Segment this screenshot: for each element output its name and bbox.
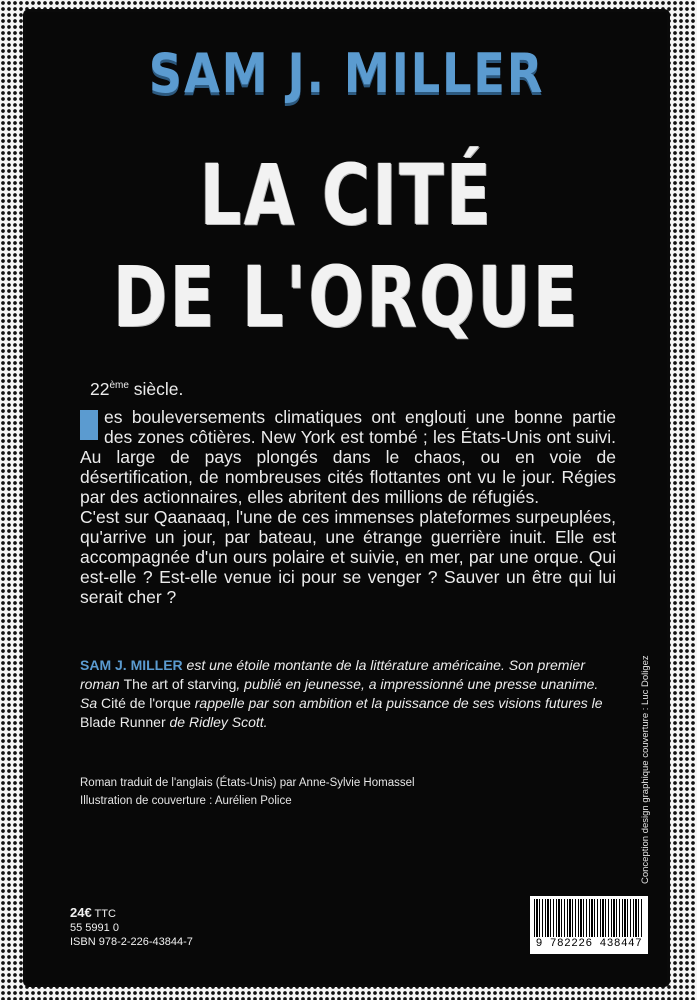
author-bio: SAM J. MILLER est une étoile montante de la littérature américaine. Son premier roman The art of starving, publié en jeunesse, a impressionné une presse unanime. Sa Cité de l'orque rappelle par son ambition et la puissance de ses visions futures le Blade Runner de Ridley Scott. [80, 657, 603, 730]
price-block [70, 906, 193, 949]
isbn: ISBN 978-2-226-43844-7 [70, 936, 193, 948]
blurb-paragraph-2: C'est sur Qaanaaq, l'une de ces immenses plateformes surpeuplées, qu'arrive un jour, par bateau, une étrange guerrière inuit. Elle est accompagnée d'un ours polaire et suivie, en mer, par une orque. Qui est-elle ? Est-elle venue ici pour se venger ? Sauver un être qui lui serait cher ? [80, 506, 616, 607]
price-unit: TTC [91, 908, 116, 920]
translation-credit: Roman traduit de l'anglais (États-Unis) par Anne-Sylvie Homassel [80, 777, 415, 789]
book-title-line-1: LA CITÉ [199, 146, 494, 244]
century-line: 22ème siècle. [90, 378, 184, 399]
illustration-credit: Illustration de couverture : Aurélien Police [80, 795, 292, 807]
product-code: 55 5991 0 [70, 922, 119, 934]
blurb-paragraph-1: es bouleversements climatiques ont englouti une bonne partie des zones côtières. New York est tombé ; les États-Unis ont suivi. Au large de pays plongés dans le chaos, ou en voie de désertification, de nombreuses cités flottantes ont vu le jour. Régies par des actionnaires, elles abritent des millions de réfugiés. [80, 406, 616, 507]
barcode-bars [534, 899, 644, 937]
barcode [530, 896, 648, 954]
credits [80, 774, 415, 810]
book-title-line-2: DE L'ORQUE [113, 248, 580, 346]
drop-cap-mark [80, 410, 98, 440]
price-value: 24€ [70, 905, 92, 920]
blurb [80, 376, 616, 607]
author-name: SAM J. MILLER [148, 42, 545, 105]
barcode-number: 9 782226 438447 [535, 938, 643, 950]
design-credit-vertical: Conception design graphique couverture : Luc Doligez [640, 655, 651, 884]
